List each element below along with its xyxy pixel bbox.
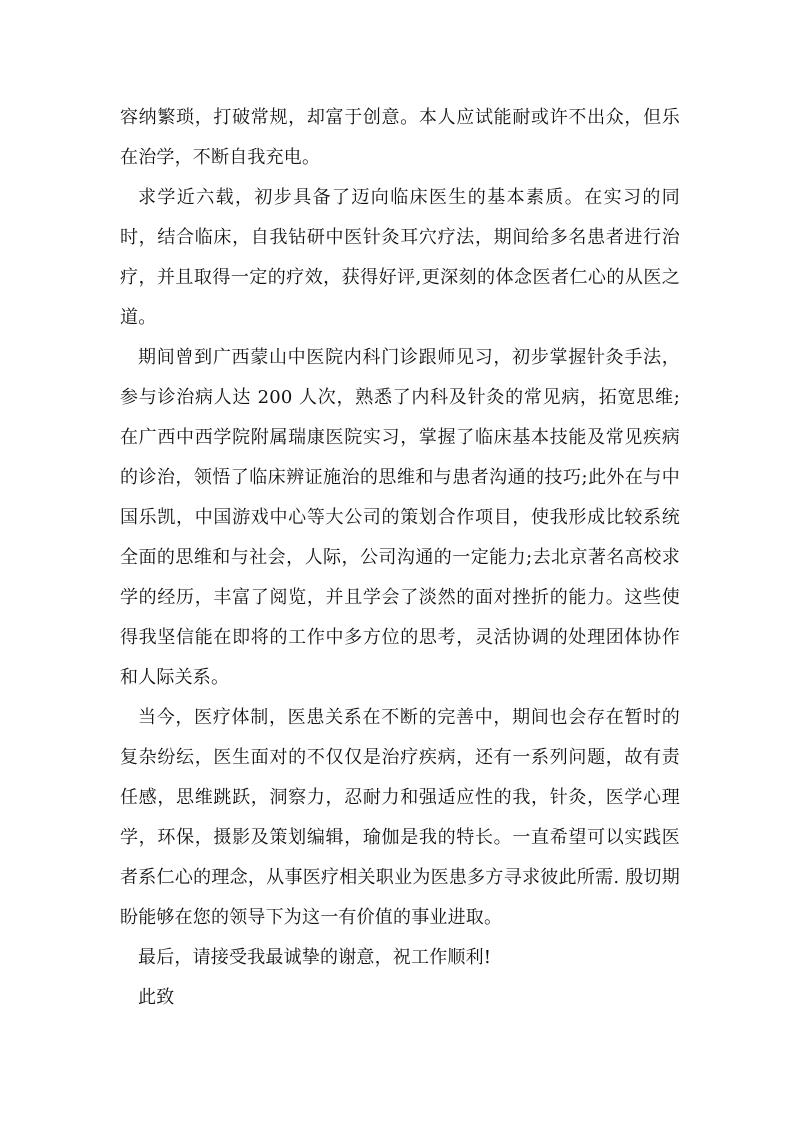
paragraph-motivation: 当今，医疗体制，医患关系在不断的完善中，期间也会存在暂时的复杂纷纭，医生面对的不仅仅是治疗疾病，还有一系列问题，故有责任感，思维跳跃，洞察力，忍耐力和强适应性的我，针灸，医学心理学，环保，摄影及策划编辑，瑜伽是我的特长。一直希望可以实践医者系仁心的理念，从事医疗相关职业为医患多方寻求彼此所需. 殷切期盼能够在您的领导下为这一有价值的事业进取。 (120, 707, 680, 928)
paragraph-continuation: 容纳繁琐，打破常规，却富于创意。本人应试能耐或许不出众，但乐在治学，不断自我充电。 (120, 107, 680, 168)
paragraph-study: 求学近六载，初步具备了迈向临床医生的基本素质。在实习的同时，结合临床，自我钻研中医针灸耳穴疗法，期间给多名患者进行治疗，并且取得一定的疗效，获得好评,更深刻的体念医者仁心的从医之道。 (120, 187, 680, 328)
paragraph-experience: 期间曾到广西蒙山中医院内科门诊跟师见习，初步掌握针灸手法，参与诊治病人达 200 人次，熟悉了内科及针灸的常见病，拓宽思维;在广西中西学院附属瑞康医院实习，掌握了临床基本技能及常见疾病的诊治，领悟了临床辨证施治的思维和与患者沟通的技巧;此外在与中国乐凯，中国游戏中心等大公司的策划合作项目，使我形成比较系统全面的思维和与社会，人际，公司沟通的一定能力;去北京著名高校求学的经历，丰富了阅览，并且学会了淡然的面对挫折的能力。这些使得我坚信能在即将的工作中多方位的思考，灵活协调的处理团体协作和人际关系。 (120, 347, 680, 688)
salutation: 此致 (138, 987, 175, 1008)
letter-body (120, 98, 680, 1018)
paragraph-closing: 最后，请接受我最诚挚的谢意，祝工作顺利! (138, 947, 492, 968)
